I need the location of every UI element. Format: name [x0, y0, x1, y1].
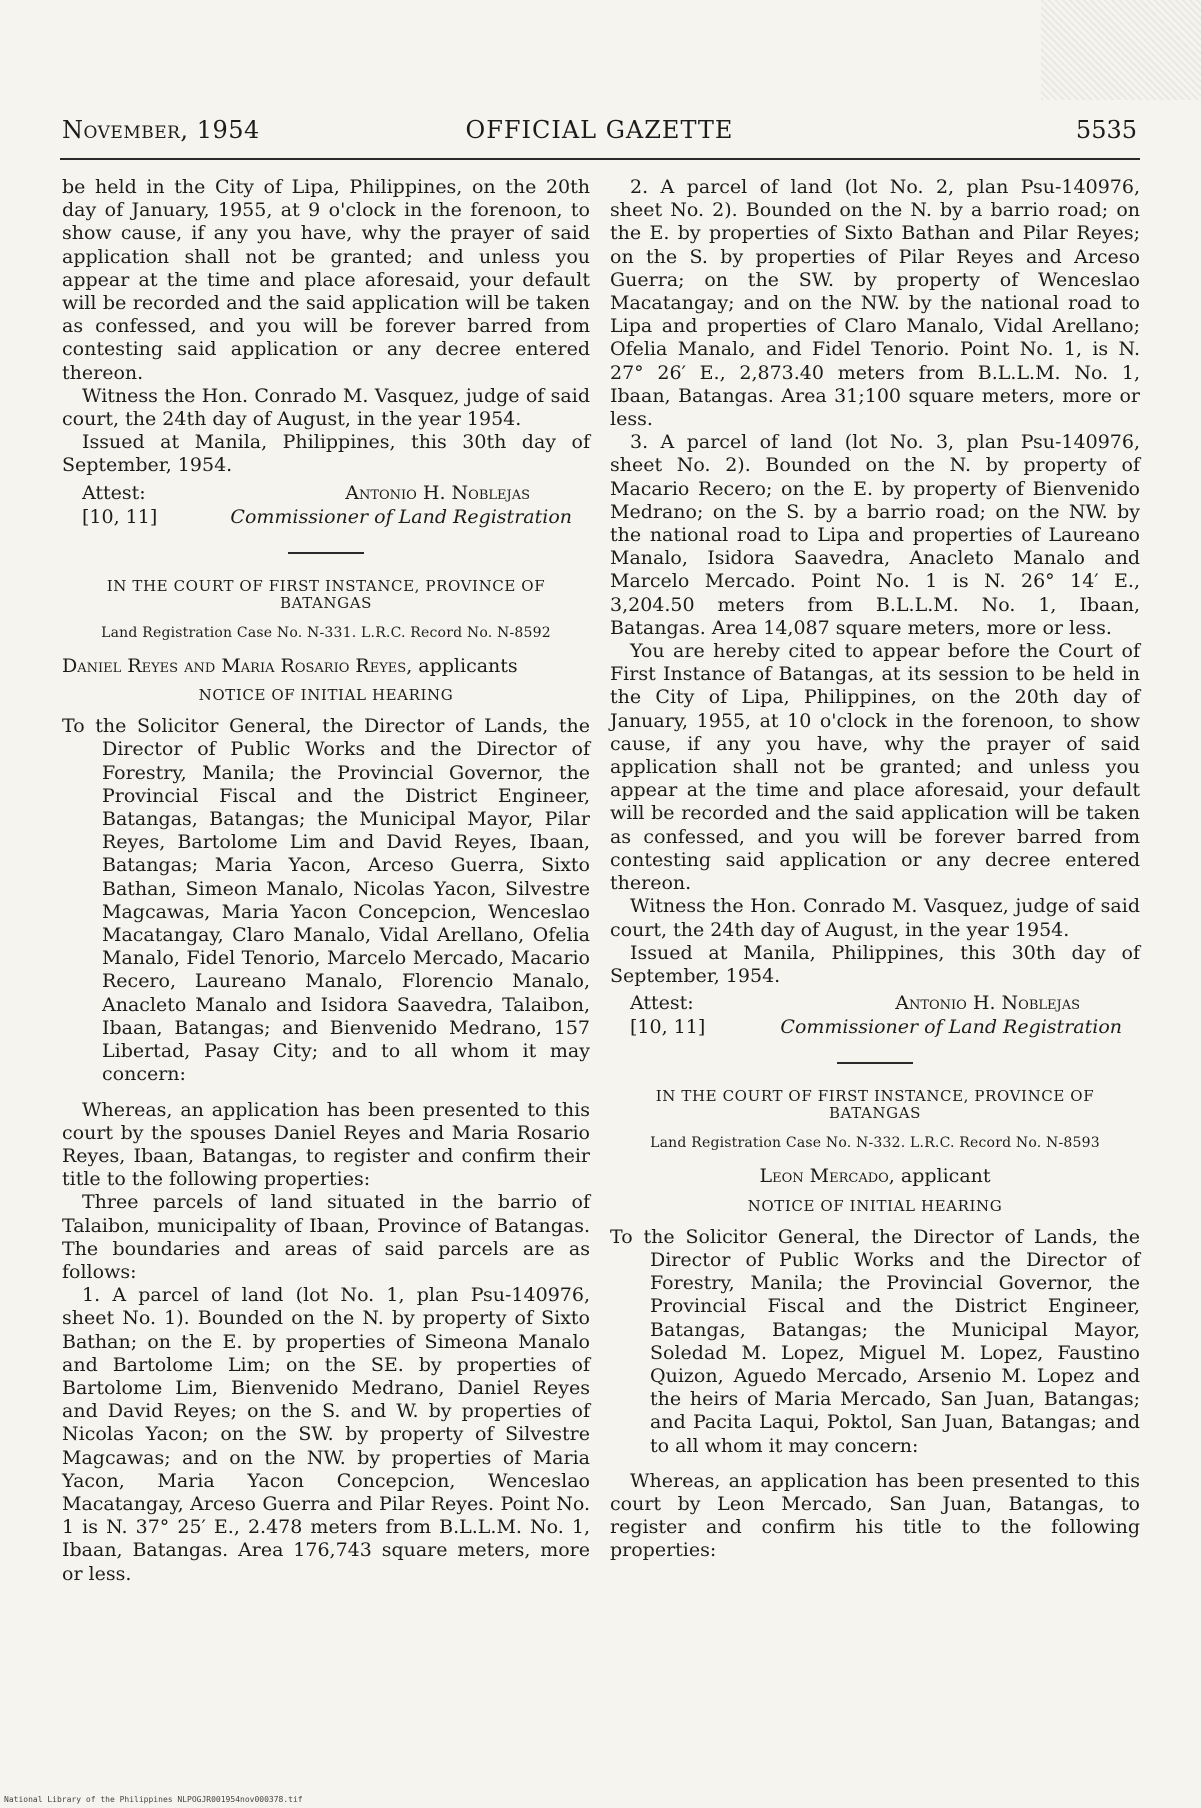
notice-heading: NOTICE OF INITIAL HEARING [747, 1196, 1003, 1215]
applicants-line [610, 1165, 1140, 1188]
paragraph: Issued at Manila, Philippines, this 30th day of September, 1954. [610, 941, 1140, 987]
section-separator [288, 552, 364, 554]
applicants-line [62, 655, 590, 678]
attest-name: Antonio H. Noblejas [895, 992, 1080, 1015]
paragraph: You are hereby cited to appear before the Court of First Instance of Batangas, at its session to be held in the City of Lipa, Philippines, on the 20th day of January, 1955, at 10 o'clock in the forenoon, to show cause, if any you have, why the prayer of said application shall not be granted; and unless you appear at the time and place aforesaid, your default will be recorded and the said application will be taken as confessed, and you will be forever barred from contesting said application or any decree entered thereon. [610, 640, 1140, 895]
attest-block [62, 482, 590, 530]
notice-heading: NOTICE OF INITIAL HEARING [198, 686, 454, 705]
paragraph: Witness the Hon. Conrado M. Vasquez, judge of said court, the 24th day of August, in the year 1954. [62, 384, 590, 431]
addressees: To the Solicitor General, the Director of Lands, the Director of Public Works and the Director of Forestry, Manila; the Provincial Governor, the Provincial Fiscal and the District Engineer, Batangas, Batangas; the Municipal Mayor, Soledad M. Lopez, Miguel M. Lopez, Faustino Quizon, Aguedo Mercado, Arsenio M. Lopez and the heirs of Maria Mercado, San Juan, Batangas; and Pacita Laqui, Poktol, San Juan, Batangas; and to all whom it may concern: [610, 1225, 1140, 1457]
scan-noise [1041, 0, 1201, 100]
attest-title: Commissioner of Land Registration [780, 1016, 1122, 1039]
header-date: November, 1954 [62, 116, 260, 144]
header-rule [60, 158, 1140, 160]
paragraph: Three parcels of land situated in the barrio of Talaibon, municipality of Ibaan, Province of Batangas. The boundaries and areas of said parcels are as follows: [62, 1191, 590, 1283]
page-header [62, 110, 1137, 146]
paragraph: Whereas, an application has been presented to this court by the spouses Daniel Reyes and Maria Rosario Reyes, Ibaan, Batangas, to register and confirm their title to the following properties: [62, 1098, 590, 1191]
attest-title: Commissioner of Land Registration [230, 505, 572, 528]
attest-label: Attest: [82, 481, 146, 504]
header-title: OFFICIAL GAZETTE [465, 116, 734, 144]
applicants-names: Daniel Reyes and Maria Rosario Reyes [62, 654, 407, 677]
paragraph: 3. A parcel of land (lot No. 3, plan Psu-140976, sheet No. 2). Bounded on the N. by property of Macario Recero; on the E. by property of Bienvenido Medrano; on the S. by a barrio road; on the NW. by the national road to Lipa and properties of Laureano Manalo, Isidora Saavedra, Anacleto Manalo and Marcelo Mercado. Point No. 1 is N. 26° 14′ E., 3,204.50 meters from B.L.L.M. No. 1, Ibaan, Batangas. Area 14,087 square meters, more or less. [610, 431, 1140, 639]
paragraph: Whereas, an application has been presented to this court by Leon Mercado, San Juan, Batangas, to register and confirm his title to the following properties: [610, 1469, 1140, 1562]
case-number: Land Registration Case No. N-332. L.R.C. Record No. N-8593 [650, 1135, 1100, 1152]
applicants-suffix: , applicants [406, 654, 518, 677]
applicants-suffix: , applicant [888, 1165, 991, 1188]
addressees: To the Solicitor General, the Director of Lands, the Director of Public Works and the Director of Forestry, Manila; the Provincial Governor, the Provincial Fiscal and the District Engineer, Batangas, Batangas; the Municipal Mayor, Pilar Reyes, Bartolome Lim and David Reyes, Ibaan, Batangas; Maria Yacon, Arceso Guerra, Sixto Bathan, Simeon Manalo, Nicolas Yacon, Silvestre Magcawas, Maria Yacon Concepcion, Wenceslao Macatangay, Claro Manalo, Vidal Arellano, Ofelia Manalo, Fidel Tenorio, Marcelo Mercado, Macario Recero, Laureano Manalo, Florencio Manalo, Anacleto Manalo and Isidora Saavedra, Talaibon, Ibaan, Batangas; and Bienvenido Medrano, 157 Libertad, Pasay City; and to all whom it may concern: [62, 715, 590, 1086]
paragraph: 1. A parcel of land (lot No. 1, plan Psu-140976, sheet No. 1). Bounded on the N. by property of Sixto Bathan; on the E. by properties of Simeona Manalo and Bartolome Lim; on the SE. by properties of Bartolome Lim, Bienvenido Medrano, Daniel Reyes and David Reyes; on the S. and W. by properties of Nicolas Yacon; on the SW. by property of Silvestre Magcawas; and on the NW. by properties of Maria Yacon, Maria Yacon Concepcion, Wenceslao Macatangay, Arceso Guerra and Pilar Reyes. Point No. 1 is N. 37° 25′ E., 2.478 meters from B.L.L.M. No. 1, Ibaan, Batangas. Area 176,743 square meters, more or less. [62, 1284, 590, 1585]
attest-code: [10, 11] [630, 1016, 706, 1039]
case-number: Land Registration Case No. N-331. L.R.C. Record No. N-8592 [101, 624, 551, 641]
attest-block [610, 992, 1140, 1040]
paragraph: Witness the Hon. Conrado M. Vasquez, judge of said court, the 24th day of August, in the year 1954. [610, 895, 1140, 941]
applicants-names: Leon Mercado [759, 1165, 889, 1188]
court-heading: IN THE COURT OF FIRST INSTANCE, PROVINCE OF BATANGAS [106, 576, 546, 612]
paragraph: 2. A parcel of land (lot No. 2, plan Psu-140976, sheet No. 2). Bounded on the N. by a barrio road; on the E. by properties of Sixto Bathan and Pilar Reyes; on the S. by properties of Pilar Reyes and Arceso Guerra; on the SW. by property of Wenceslao Macatangay; and on the NW. by the national road to Lipa and properties of Claro Manalo, Vidal Arellano; Ofelia Manalo, and Fidel Tenorio. Point No. 1, is N. 27° 26′ E., 2,873.40 meters from B.L.L.M. No. 1, Ibaan, Batangas. Area 31;100 square meters, more or less. [610, 176, 1140, 431]
paragraph: Issued at Manila, Philippines, this 30th day of September, 1954. [62, 431, 590, 477]
court-heading: IN THE COURT OF FIRST INSTANCE, PROVINCE OF BATANGAS [655, 1087, 1095, 1123]
left-column [62, 176, 590, 1586]
paragraph: be held in the City of Lipa, Philippines, on the 20th day of January, 1955, at 9 o'clock in the forenoon, to show cause, if any you have, why the prayer of said application shall not be granted; and unless you appear at the time and place aforesaid, your default will be recorded and the said application will be taken as confessed, and you will be forever barred from contesting said application or any decree entered thereon. [62, 176, 590, 384]
header-page-number: 5535 [1075, 116, 1137, 144]
attest-label: Attest: [630, 992, 694, 1015]
attest-code: [10, 11] [82, 505, 158, 528]
right-column [610, 176, 1140, 1563]
section-separator [837, 1062, 913, 1064]
attest-name: Antonio H. Noblejas [345, 481, 530, 504]
scan-footer: National Library of the Philippines NLPOGJR001954nov000378.tif [4, 1795, 303, 1804]
